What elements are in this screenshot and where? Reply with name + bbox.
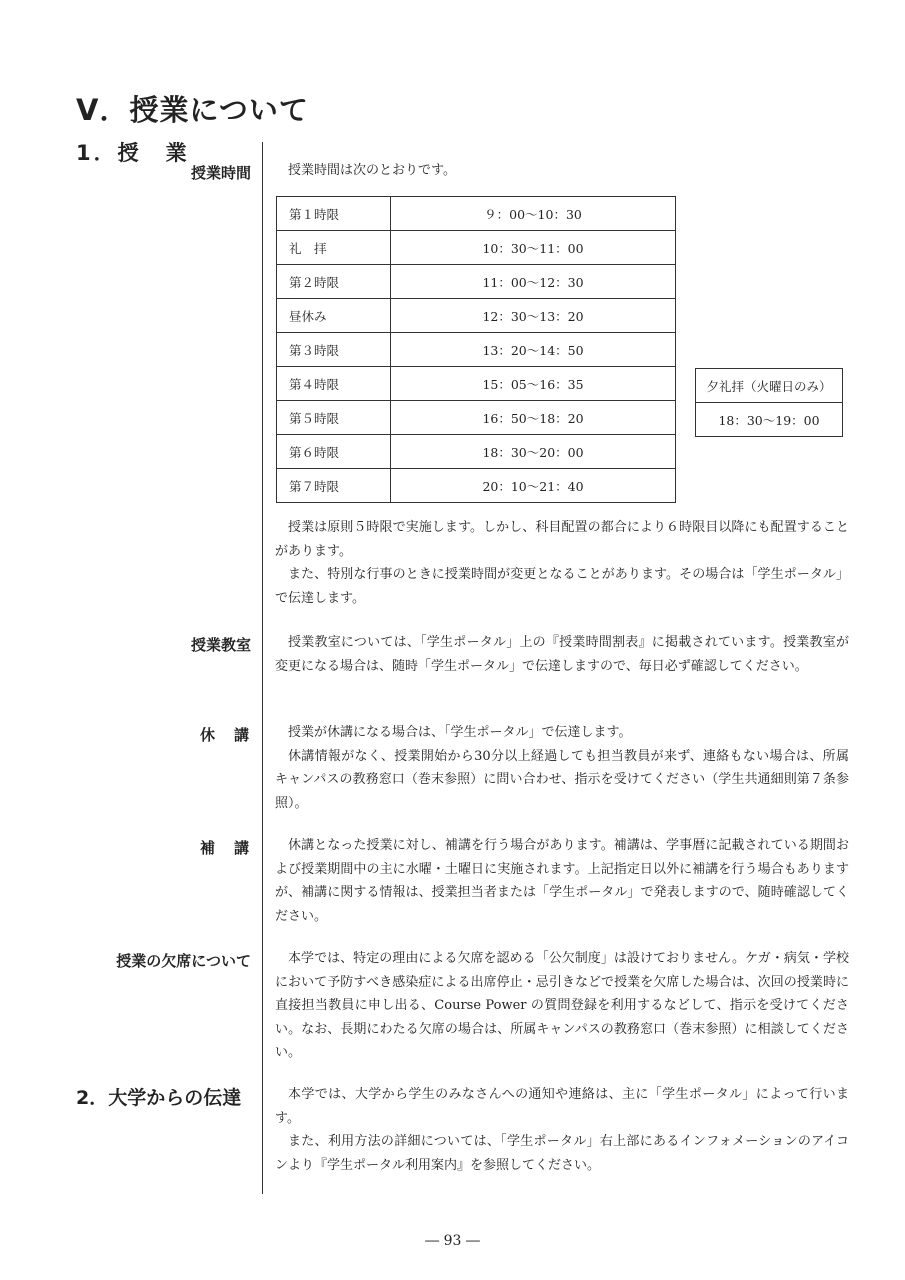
schedule-period: 第５時限 (277, 401, 391, 435)
schedule-period: 第１時限 (277, 197, 391, 231)
makeup-text: 休講となった授業に対し、補講を行う場合があります。補講は、学事暦に記載されている期間および授業期間中の主に水曜・土曜日に実施されます。上記指定日以外に補講を行う場合もありますが、補講に関する情報は、授業担当者または「学生ポータル」で発表しますので、随時確認してください。 (275, 838, 849, 924)
class-hours-note: また、特別な行事のときに授業時間が変更となることがあります。その場合は「学生ポータル」で伝達します。 (275, 567, 849, 606)
schedule-row (277, 299, 676, 333)
classroom-text: 授業教室については、「学生ポータル」上の『授業時間割表』に掲載されています。授業教室が変更になる場合は、随時「学生ポータル」で伝達しますので、毎日必ず確認してください。 (275, 635, 849, 674)
class-schedule-table (276, 196, 676, 503)
label-classroom: 授業教室 (190, 636, 251, 654)
schedule-time: 15：05〜16：35 (391, 367, 676, 401)
schedule-period: 第６時限 (277, 435, 391, 469)
evening-worship-label-row (696, 369, 843, 403)
schedule-row (277, 197, 676, 231)
page-number: ― 93 ― (425, 1233, 480, 1249)
schedule-period: 第７時限 (277, 469, 391, 503)
cancellation-text: 授業が休講になる場合は、「学生ポータル」で伝達します。 休講情報がなく、授業開始から30分以上経過しても担当教員が来ず、連絡もない場合は、所属キャンパスの教務窓口（巻末参照）に問い合わせ、指示を受けてください（学生共通細則第７条参照）。 (275, 725, 849, 811)
absence-text: 本学では、特定の理由による欠席を認める「公欠制度」は設けておりません。ケガ・病気・学校において予防すべき感染症による出席停止・忌引きなどで授業を欠席した場合は、次回の授業時に直接担当教員に申し出る、Course Power の質問登録を利用するなどして、指示を受けてください。なお、長期にわたる欠席の場合は、所属キャンパスの教務窓口（巻末参照）に相談してください。 (275, 951, 849, 1060)
schedule-time: 12：30〜13：20 (391, 299, 676, 333)
schedule-period: 昼休み (277, 299, 391, 333)
schedule-row (277, 401, 676, 435)
schedule-period: 第２時限 (277, 265, 391, 299)
schedule-row (277, 435, 676, 469)
section-title-communication: 2．大学からの伝達 (76, 1087, 242, 1109)
schedule-time: 18：30〜20：00 (391, 435, 676, 469)
class-hours-note: 授業は原則５時限で実施します。しかし、科目配置の都合により６時限目以降にも配置することがあります。 (275, 520, 849, 559)
label-class-hours: 授業時間 (190, 164, 251, 182)
evening-worship-table (695, 368, 843, 437)
schedule-row (277, 367, 676, 401)
section-title-classes: 1．授 業 (76, 141, 190, 165)
schedule-time: 13：20〜14：50 (391, 333, 676, 367)
vertical-divider (262, 142, 263, 1194)
schedule-time: 10：30〜11：00 (391, 231, 676, 265)
schedule-row (277, 231, 676, 265)
chapter-title: V．授業について (76, 93, 309, 127)
class-hours-intro: 授業時間は次のとおりです。 (288, 163, 456, 178)
label-cancellation: 休 講 (199, 726, 251, 744)
label-absence: 授業の欠席について (116, 952, 251, 970)
schedule-period: 礼 拝 (277, 231, 391, 265)
schedule-row (277, 265, 676, 299)
schedule-time: 16：50〜18：20 (391, 401, 676, 435)
schedule-row (277, 333, 676, 367)
evening-worship-time: 18：30〜19：00 (696, 403, 843, 437)
communication-text: 本学では、大学から学生のみなさんへの通知や連絡は、主に「学生ポータル」によって行います。 また、利用方法の詳細については、「学生ポータル」右上部にあるインフォメーションのアイコンより『学生ポータル利用案内』を参照してください。 (275, 1087, 849, 1173)
schedule-time: 20：10〜21：40 (391, 469, 676, 503)
schedule-time: ９：00〜10：30 (391, 197, 676, 231)
schedule-period: 第４時限 (277, 367, 391, 401)
schedule-time: 11：00〜12：30 (391, 265, 676, 299)
evening-worship-label: 夕礼拝（火曜日のみ） (696, 369, 843, 403)
schedule-period: 第３時限 (277, 333, 391, 367)
class-hours-notes (275, 516, 849, 610)
schedule-row (277, 469, 676, 503)
label-makeup: 補 講 (199, 839, 251, 857)
evening-worship-time-row (696, 403, 843, 437)
